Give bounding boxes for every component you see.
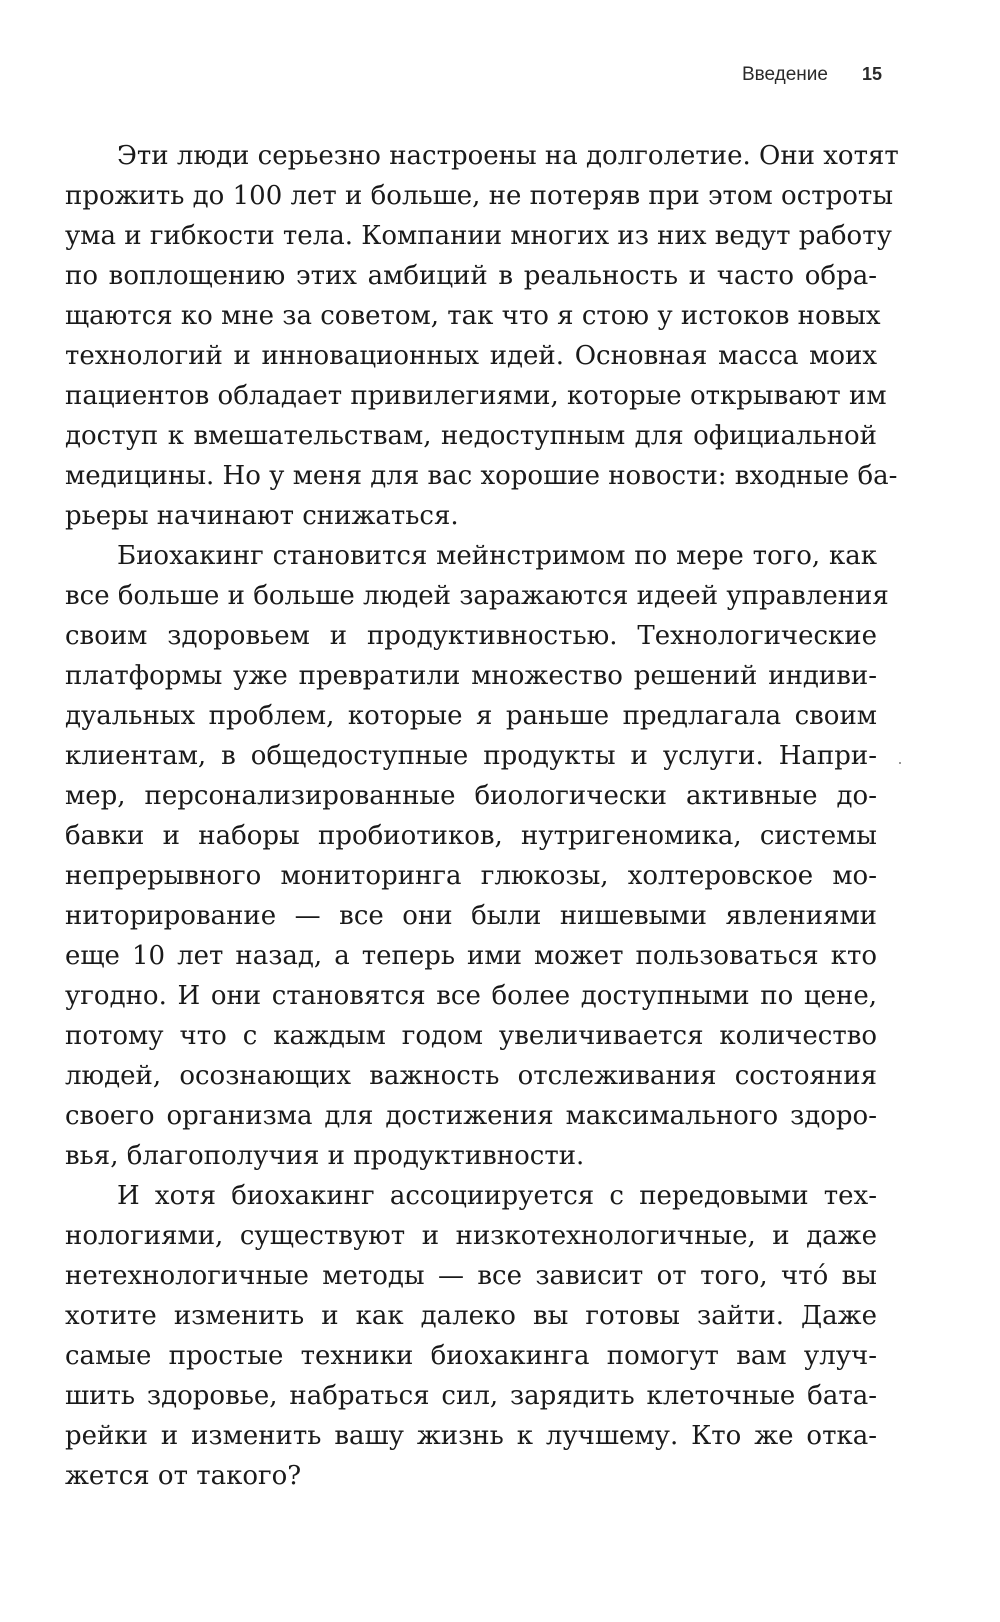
text-line: нологиями, существуют и низкотехнологичные, и даже bbox=[65, 1221, 877, 1251]
text-line: доступ к вмешательствам, недоступным для официальной bbox=[65, 421, 877, 451]
text-line: по воплощению этих амбиций в реальность и часто обра- bbox=[65, 261, 877, 291]
text-line: своего организма для достижения максимального здоро- bbox=[65, 1101, 877, 1131]
text-line: медицины. Но у меня для вас хорошие новости: входные ба- bbox=[65, 461, 898, 491]
text-line: своим здоровьем и продуктивностью. Технологические bbox=[65, 621, 877, 651]
text-line: нетехнологичные методы — все зависит от того, что́ вы bbox=[65, 1261, 877, 1291]
paragraph bbox=[65, 1176, 877, 1496]
text-line: бавки и наборы пробиотиков, нутригеномика, системы bbox=[65, 821, 877, 851]
text-line: все больше и больше людей заражаются идеей управления bbox=[65, 581, 889, 611]
text-line: непрерывного мониторинга глюкозы, холтеровское мо- bbox=[65, 861, 877, 891]
text-line: мер, персонализированные биологически активные до- bbox=[65, 781, 877, 811]
scan-speck bbox=[899, 762, 901, 764]
text-line: И хотя биохакинг ассоциируется с передовыми тех- bbox=[117, 1181, 877, 1211]
text-line: дуальных проблем, которые я раньше предлагала своим bbox=[65, 701, 877, 731]
text-line: рейки и изменить вашу жизнь к лучшему. Кто же отка- bbox=[65, 1421, 877, 1451]
paragraph bbox=[65, 536, 889, 1176]
text-line: Эти люди серьезно настроены на долголетие. Они хотят bbox=[117, 141, 899, 171]
text-line: вья, благополучия и продуктивности. bbox=[65, 1141, 585, 1171]
text-line: щаются ко мне за советом, так что я стою у истоков новых bbox=[65, 301, 881, 331]
text-line: потому что с каждым годом увеличивается количество bbox=[65, 1021, 877, 1051]
text-line: пациентов обладает привилегиями, которые открывают им bbox=[65, 381, 887, 411]
text-line: ума и гибкости тела. Компании многих из них ведут работу bbox=[65, 221, 892, 251]
text-line: рьеры начинают снижаться. bbox=[65, 501, 459, 531]
section-title: Введение bbox=[741, 64, 828, 85]
text-line: шить здоровье, набраться сил, зарядить клеточные бата- bbox=[65, 1381, 877, 1411]
text-line: угодно. И они становятся все более доступными по цене, bbox=[65, 981, 877, 1011]
text-line: Биохакинг становится мейнстримом по мере того, как bbox=[117, 541, 877, 571]
text-line: платформы уже превратили множество решений индиви- bbox=[65, 661, 877, 691]
text-line: людей, осознающих важность отслеживания состояния bbox=[65, 1061, 877, 1091]
text-line: хотите изменить и как далеко вы готовы зайти. Даже bbox=[65, 1301, 877, 1331]
text-line: прожить до 100 лет и больше, не потеряв при этом остроты bbox=[65, 181, 894, 211]
text-line: клиентам, в общедоступные продукты и услуги. Напри- bbox=[65, 741, 877, 771]
text-line: технологий и инновационных идей. Основная масса моих bbox=[65, 341, 877, 371]
page-number: 15 bbox=[861, 64, 882, 84]
text-line: самые простые техники биохакинга помогут вам улуч- bbox=[65, 1341, 877, 1371]
running-header bbox=[742, 64, 882, 86]
text-line: жется от такого? bbox=[65, 1461, 302, 1491]
paragraph bbox=[65, 136, 899, 536]
text-line: еще 10 лет назад, а теперь ими может пользоваться кто bbox=[65, 941, 877, 971]
text-line: ниторирование — все они были нишевыми явлениями bbox=[65, 901, 877, 931]
body-text bbox=[65, 136, 899, 1496]
